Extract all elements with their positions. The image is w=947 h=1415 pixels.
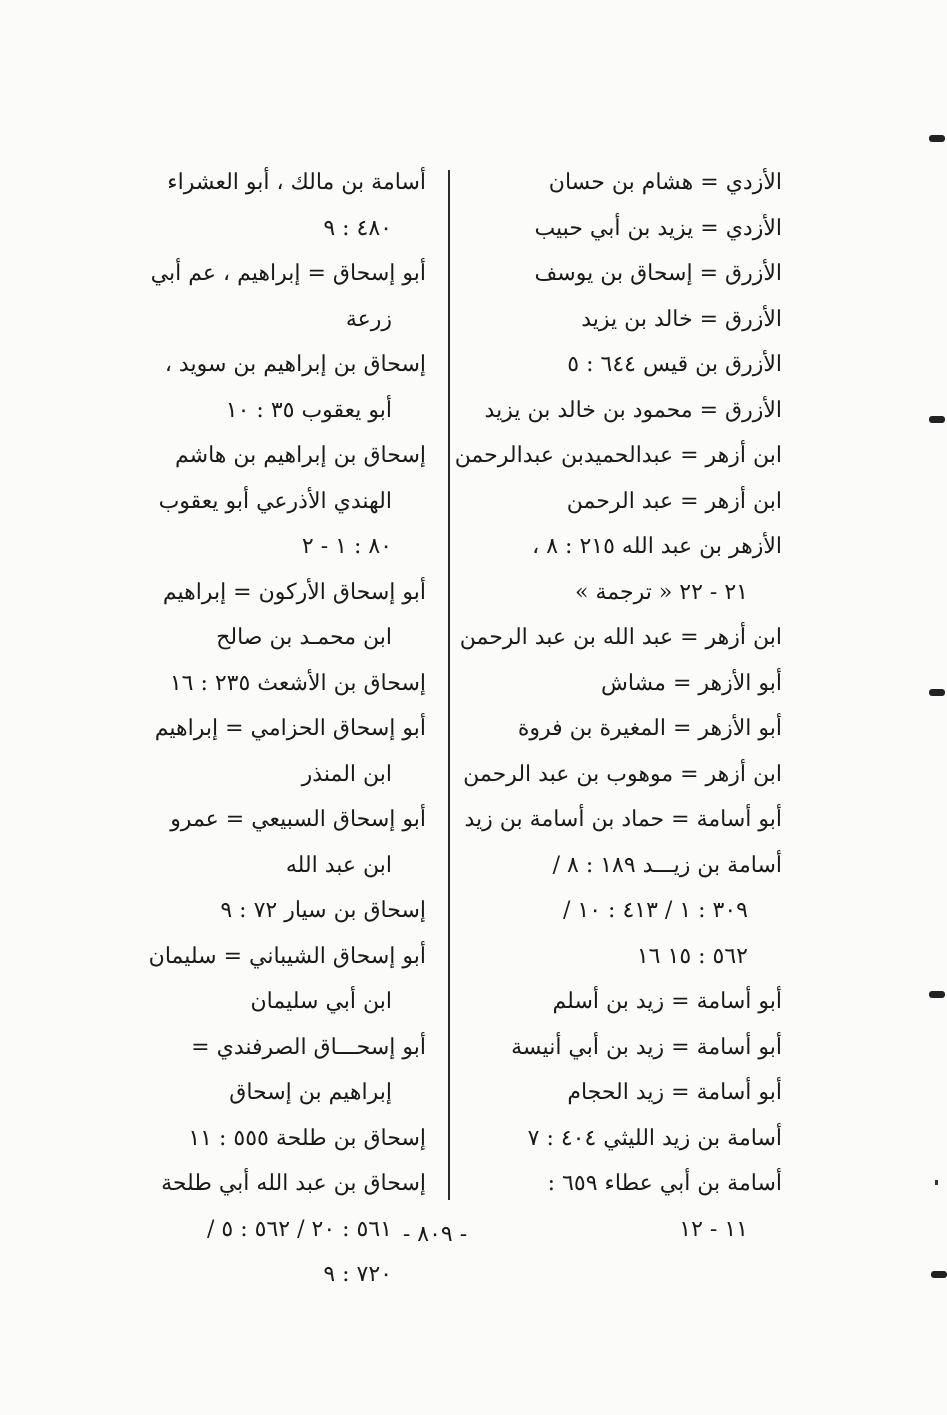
- index-entry-line: أبو إسحاق الشيباني = سليمان: [148, 943, 426, 969]
- index-entry-line: إسحاق بن إبراهيم بن هاشم: [175, 443, 426, 468]
- index-entry-line: أسامة بن زيد الليثي ٤٠٤ : ٧: [527, 1125, 782, 1151]
- index-entry-line: أبو أسامة = حماد بن أسامة بن زيد: [464, 807, 782, 832]
- margin-mark: [931, 1271, 947, 1278]
- index-entry-line: أبو إسحاق السبيعي = عمرو: [170, 807, 426, 832]
- column-divider: [448, 170, 450, 1200]
- index-entry-line: الهندي الأذرعي أبو يعقوب: [158, 488, 392, 514]
- index-entry-line: أبو يعقوب ٣٥ : ١٠: [225, 397, 392, 423]
- index-entry-line: ٥٦٢ : ١٥ ١٦: [636, 943, 748, 969]
- index-entry-line: أبو الأزهر = مشاش: [600, 670, 782, 696]
- index-entry-line: الأزهر بن عبد الله ٢١٥ : ٨ ،: [532, 534, 782, 559]
- margin-speck: [935, 1180, 938, 1185]
- index-entry-line: الأزرق = محمود بن خالد بن يزيد: [484, 397, 782, 423]
- index-entry-line: أبو أسامة = زيد بن أسلم: [552, 989, 782, 1014]
- right-column: [454, 160, 782, 1252]
- index-entry-line: إسحاق بن الأشعث ٢٣٥ : ١٦: [169, 670, 426, 696]
- index-entry-line: الأزدي = يزيد بن أبي حبيب: [534, 215, 782, 241]
- index-entry-line: ابن أزهر = عبدالحميدبن عبدالرحمن: [454, 443, 782, 468]
- index-entry-line: أبو الأزهر = المغيرة بن فروة: [517, 716, 782, 741]
- index-entry-line: أبو إسحاق = إبراهيم ، عم أبي: [150, 261, 426, 286]
- index-entry-line: ابن أزهر = موهوب بن عبد الرحمن: [463, 761, 782, 787]
- index-entry-line: ٣٠٩ : ١ / ٤١٣ : ١٠ /: [563, 898, 748, 923]
- margin-mark: [929, 135, 945, 142]
- index-entry-line: ٢١ - ٢٢ « ترجمة »: [575, 579, 748, 605]
- index-entry-line: زرعة: [345, 306, 392, 332]
- index-entry-line: إسحاق بن سيار ٧٢ : ٩: [220, 898, 426, 923]
- page-number: - ٨٠٩ -: [402, 1222, 468, 1247]
- index-entry-line: ٨٠ : ١ - ٢: [301, 534, 392, 559]
- index-entry-line: ابن أزهر = عبد الله بن عبد الرحمن: [459, 625, 782, 650]
- index-entry-line: الأزدي = هشام بن حسان: [548, 170, 782, 195]
- index-entry-line: أبو إسحاق الأركون = إبراهيم: [162, 579, 426, 605]
- index-entry-line: أسامة بن أبي عطاء ٦٥٩ :: [547, 1171, 782, 1196]
- index-entry-line: إسحاق بن إبراهيم بن سويد ،: [164, 352, 426, 377]
- margin-mark: [929, 416, 945, 423]
- index-entry-line: ١١ - ١٢: [679, 1216, 748, 1242]
- index-entry-line: أبو أسامة = زيد بن أبي أنيسة: [511, 1034, 782, 1060]
- margin-mark: [929, 689, 945, 696]
- index-entry-line: أبو إسحاق الحزامي = إبراهيم: [154, 716, 426, 741]
- index-entry-line: إبراهيم بن إسحاق: [229, 1080, 392, 1105]
- index-entry-line: الأزرق بن قيس ٦٤٤ : ٥: [567, 352, 782, 377]
- index-entry-line: ابن أبي سليمان: [250, 989, 392, 1014]
- index-entry-line: ابن عبد الله: [285, 852, 392, 878]
- index-entry-line: أبو أسامة = زيد الحجام: [567, 1080, 782, 1105]
- margin-mark: [929, 991, 945, 998]
- index-entry-line: ٥٦١ : ٢٠ / ٥٦٢ : ٥ /: [207, 1216, 392, 1242]
- index-entry-line: الأزرق = إسحاق بن يوسف: [534, 261, 782, 286]
- index-entry-line: أسامة بن مالك ، أبو العشراء: [167, 170, 426, 195]
- index-entry-line: إسحاق بن عبد الله أبي طلحة: [161, 1171, 426, 1196]
- index-entry-line: أبو إسحـــاق الصرفندي =: [191, 1034, 426, 1060]
- left-column: [120, 160, 426, 1298]
- index-entry-line: ٤٨٠ : ٩: [323, 215, 392, 241]
- index-entry-line: الأزرق = خالد بن يزيد: [581, 306, 782, 332]
- index-entry-line: ابن أزهر = عبد الرحمن: [566, 488, 782, 514]
- index-entry-line: ابن محمـد بن صالح: [216, 625, 392, 650]
- index-entry-line: ٧٢٠ : ٩: [323, 1262, 392, 1287]
- index-entry-line: ابن المنذر: [301, 761, 392, 787]
- index-entry-line: إسحاق بن طلحة ٥٥٥ : ١١: [188, 1125, 426, 1151]
- index-entry-line: أسامة بن زيـــد ١٨٩ : ٨ /: [552, 852, 782, 878]
